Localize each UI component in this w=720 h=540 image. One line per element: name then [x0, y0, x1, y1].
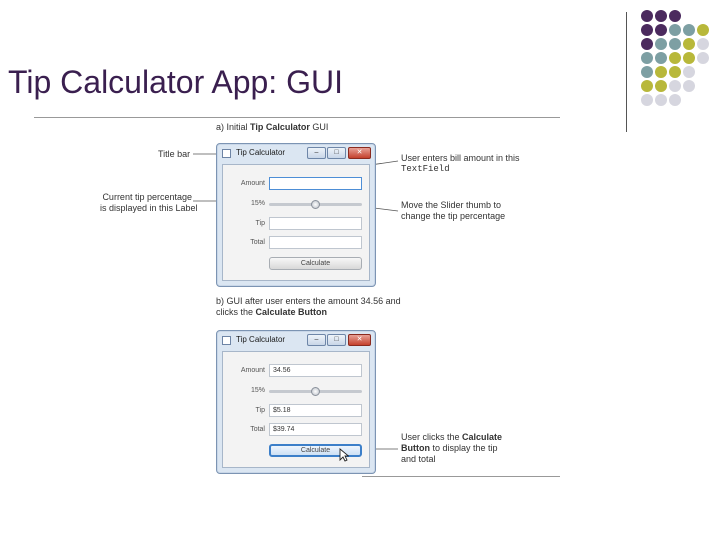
total-output-field: $39.74: [269, 423, 362, 436]
caption-b-line2: [216, 307, 401, 318]
app-icon: [222, 336, 231, 345]
decor-dot: [683, 38, 695, 50]
annotation-title-bar: Title bar: [158, 149, 191, 159]
total-output-field: [269, 236, 362, 249]
total-label: Total: [250, 426, 265, 433]
amount-label: Amount: [240, 367, 265, 374]
annotation-slider: [401, 200, 505, 222]
title-bar[interactable]: [217, 144, 375, 164]
caption-a-bold: Tip Calculator: [250, 122, 310, 132]
maximize-button[interactable]: □: [327, 147, 346, 159]
window-content: [222, 164, 370, 281]
decor-dot: [697, 52, 709, 64]
figure-bottom-rule: [362, 476, 560, 477]
annotation-slider-line1: Move the Slider thumb to: [401, 200, 502, 210]
window-title: Tip Calculator: [236, 148, 286, 157]
amount-label: Amount: [240, 180, 265, 187]
caption-b-line2-prefix: clicks the: [216, 307, 256, 317]
decor-dot: [655, 24, 667, 36]
close-button[interactable]: ✕: [348, 147, 371, 159]
annotation-click-line3: and total: [401, 454, 436, 464]
slider-thumb[interactable]: [311, 387, 320, 396]
tip-label: Tip: [255, 220, 265, 227]
amount-input[interactable]: 34.56: [269, 364, 362, 377]
calculate-button[interactable]: Calculate: [269, 444, 362, 457]
total-label: Total: [250, 239, 265, 246]
annotation-amount: [401, 153, 520, 175]
decor-dot: [655, 94, 667, 106]
annotation-amount-line1: User enters bill amount in this: [401, 153, 520, 163]
annotation-percentage-line2: is displayed in this Label: [100, 203, 198, 213]
amount-input[interactable]: [269, 177, 362, 190]
percentage-label: 15%: [250, 200, 265, 207]
annotation-click: [401, 432, 502, 465]
decor-dot: [669, 24, 681, 36]
decor-dot: [683, 66, 695, 78]
decor-dot: [641, 66, 653, 78]
minimize-button[interactable]: –: [307, 147, 326, 159]
annotation-percentage: [100, 192, 198, 214]
annotation-click-bold1: Calculate: [462, 432, 503, 442]
decor-dot: [655, 10, 667, 22]
tip-output-field: [269, 217, 362, 230]
tip-calculator-window-initial: [216, 143, 376, 287]
caption-a-prefix: a) Initial: [216, 122, 251, 132]
decor-dot: [641, 52, 653, 64]
percentage-label: 15%: [250, 387, 265, 394]
caption-a: [216, 122, 328, 133]
slider-thumb[interactable]: [311, 200, 320, 209]
decor-dot: [641, 10, 653, 22]
decorative-divider: [626, 12, 627, 132]
calculate-button[interactable]: Calculate: [269, 257, 362, 270]
decor-dot: [641, 38, 653, 50]
annotation-amount-line2: TextField: [401, 164, 450, 174]
decor-dot: [655, 52, 667, 64]
mouse-cursor-icon: [339, 448, 349, 462]
caption-b: [216, 296, 401, 318]
decor-dot: [683, 80, 695, 92]
annotation-click-line1: [401, 432, 502, 443]
decor-dot: [669, 80, 681, 92]
maximize-button[interactable]: □: [327, 334, 346, 346]
app-icon: [222, 149, 231, 158]
decor-dot: [669, 38, 681, 50]
decor-dot: [641, 24, 653, 36]
annotation-click-suffix: to display the tip: [430, 443, 498, 453]
window-content: [222, 351, 370, 468]
decor-dot: [697, 38, 709, 50]
decor-dot: [655, 66, 667, 78]
caption-b-line2-bold: Calculate Button: [255, 307, 328, 317]
close-button[interactable]: ✕: [348, 334, 371, 346]
decor-dot: [669, 94, 681, 106]
decor-dot: [669, 66, 681, 78]
tip-label: Tip: [255, 407, 265, 414]
annotation-click-prefix: User clicks the: [401, 432, 463, 442]
decor-dot: [669, 52, 681, 64]
annotation-click-bold2: Button: [401, 443, 430, 453]
figure-top-rule: [34, 117, 560, 118]
decor-dot: [669, 10, 681, 22]
tip-output-field: $5.18: [269, 404, 362, 417]
title-bar[interactable]: [217, 331, 375, 351]
slide-title: Tip Calculator App: GUI: [8, 64, 343, 100]
window-title: Tip Calculator: [236, 335, 286, 344]
decor-dot: [655, 38, 667, 50]
annotation-click-line2: [401, 443, 502, 454]
annotation-percentage-line1: Current tip percentage: [102, 192, 192, 202]
decor-dot: [697, 24, 709, 36]
decor-dot: [641, 94, 653, 106]
caption-a-suffix: GUI: [309, 122, 329, 132]
decor-dot: [683, 52, 695, 64]
decor-dot: [641, 80, 653, 92]
decorative-dot-grid: [641, 10, 720, 120]
annotation-slider-line2: change the tip percentage: [401, 211, 506, 221]
decor-dot: [655, 80, 667, 92]
tip-calculator-window-result: [216, 330, 376, 474]
caption-b-line1: b) GUI after user enters the amount 34.56 and: [216, 296, 401, 306]
minimize-button[interactable]: –: [307, 334, 326, 346]
decor-dot: [683, 24, 695, 36]
